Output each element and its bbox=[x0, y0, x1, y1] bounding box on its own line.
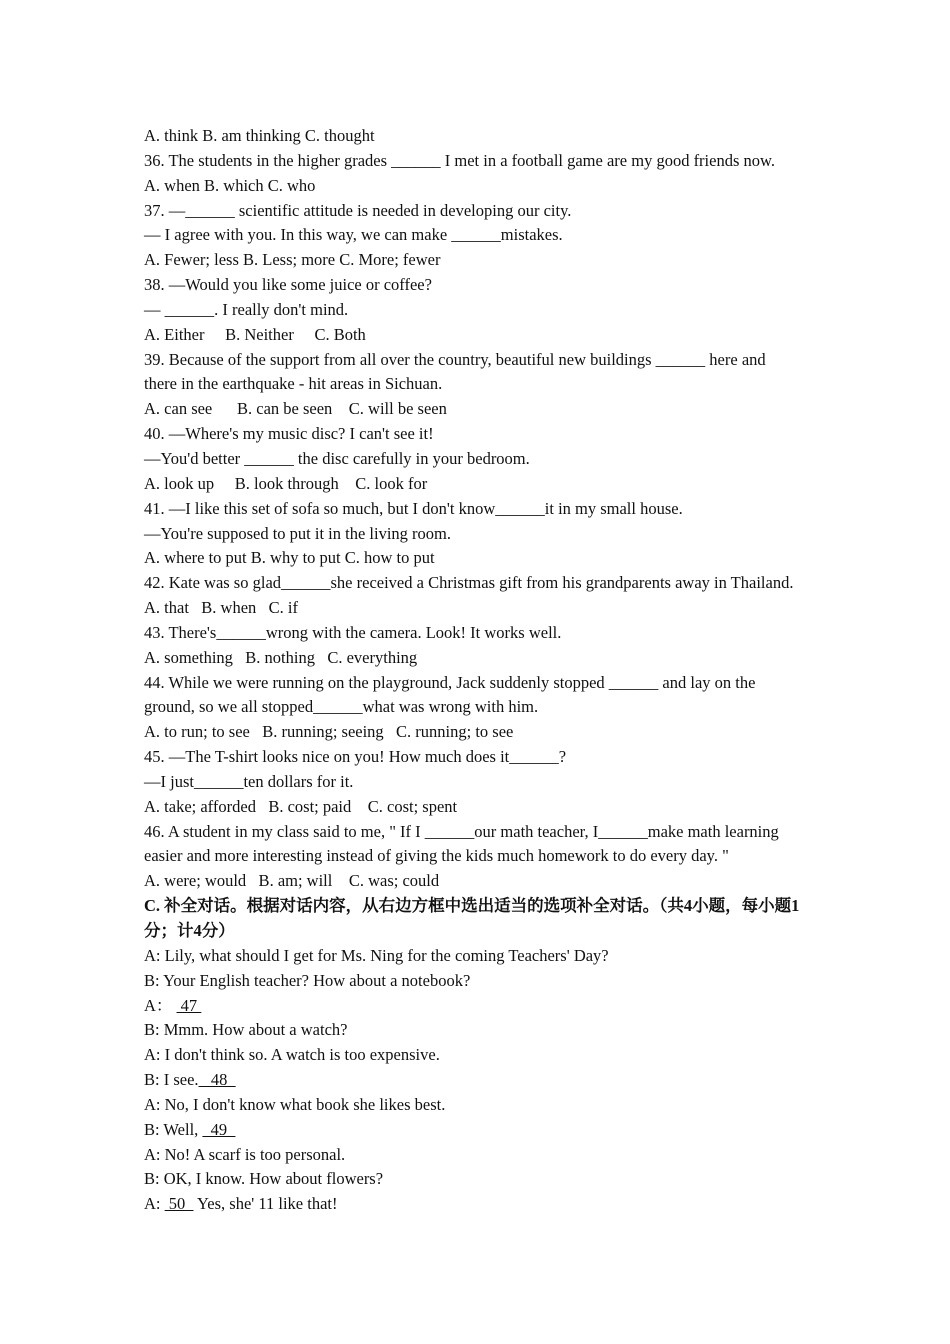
dialogue-line bbox=[144, 1043, 824, 1068]
dialogue-text: A: Lily, what should I get for Ms. Ning for the coming Teachers' Day? bbox=[144, 945, 609, 965]
text-line: — ______. I really don't mind. bbox=[144, 299, 349, 319]
question-lines bbox=[144, 124, 824, 894]
section-c-heading: C. 补全对话。根据对话内容，从右边方框中选出适当的选项补全对话。（共4小题，每小题1分；计4分） bbox=[144, 896, 800, 940]
dialogue-line bbox=[144, 944, 824, 969]
answer-blank[interactable]: 50 bbox=[164, 1194, 194, 1214]
answer-blank[interactable]: 48 bbox=[198, 1070, 236, 1090]
text-line: easier and more interesting instead of giving the kids much homework to do every day. " bbox=[144, 846, 729, 866]
text-line: there in the earthquake - hit areas in Sichuan. bbox=[144, 374, 443, 394]
text-line: —You're supposed to put it in the living room. bbox=[144, 523, 452, 543]
dialogue-block bbox=[144, 944, 824, 1217]
text-line: 46. A student in my class said to me, " If I ______our math teacher, I______make math learning bbox=[144, 821, 779, 841]
dialogue-line bbox=[144, 1068, 824, 1093]
answer-blank[interactable]: 49 bbox=[202, 1119, 236, 1139]
text-line: 36. The students in the higher grades ______ I met in a football game are my good friends now. bbox=[144, 150, 775, 170]
text-line: A. where to put B. why to put C. how to put bbox=[144, 548, 435, 568]
exam-page bbox=[144, 124, 824, 1217]
text-line: 39. Because of the support from all over the country, beautiful new buildings ______ here and bbox=[144, 349, 766, 369]
text-line: A. think B. am thinking C. thought bbox=[144, 126, 375, 145]
dialogue-text: B: Your English teacher? How about a notebook? bbox=[144, 970, 471, 990]
text-line: 40. —Where's my music disc? I can't see it! bbox=[144, 424, 434, 444]
text-line: A. look up B. look through C. look for bbox=[144, 473, 428, 493]
dialogue-text: A： bbox=[144, 995, 177, 1015]
text-line: —You'd better ______ the disc carefully in your bedroom. bbox=[144, 448, 530, 468]
dialogue-line bbox=[144, 1093, 824, 1118]
text-line: A. that B. when C. if bbox=[144, 598, 298, 618]
text-line: ground, so we all stopped______what was wrong with him. bbox=[144, 697, 539, 717]
dialogue-line bbox=[144, 1143, 824, 1168]
dialogue-text: B: I see. bbox=[144, 1070, 199, 1090]
text-line: A. Either B. Neither C. Both bbox=[144, 324, 366, 344]
text-line: 42. Kate was so glad______she received a Christmas gift from his grandparents away in Thailand. bbox=[144, 573, 794, 593]
text-line: A. Fewer; less B. Less; more C. More; fewer bbox=[144, 250, 441, 270]
text-line: A. when B. which C. who bbox=[144, 175, 316, 195]
text-line: — I agree with you. In this way, we can make ______mistakes. bbox=[144, 225, 563, 245]
dialogue-line bbox=[144, 969, 824, 994]
text-line: 45. —The T-shirt looks nice on you! How much does it______? bbox=[144, 747, 567, 767]
dialogue-text: A: No! A scarf is too personal. bbox=[144, 1144, 346, 1164]
dialogue-text: B: Well, bbox=[144, 1119, 203, 1139]
dialogue-text: A: bbox=[144, 1194, 165, 1214]
dialogue-text: Yes, she' 11 like that! bbox=[193, 1194, 338, 1214]
text-line: A. to run; to see B. running; seeing C. running; to see bbox=[144, 722, 514, 742]
text-line: A. can see B. can be seen C. will be seen bbox=[144, 399, 447, 419]
dialogue-text: B: OK, I know. How about flowers? bbox=[144, 1169, 384, 1189]
text-line: A. were; would B. am; will C. was; could bbox=[144, 871, 440, 891]
dialogue-line bbox=[144, 1167, 824, 1192]
text-line: 37. —______ scientific attitude is needed in developing our city. bbox=[144, 200, 572, 220]
text-line: 41. —I like this set of sofa so much, but I don't know______it in my small house. bbox=[144, 498, 683, 518]
dialogue-line bbox=[144, 994, 824, 1019]
text-line: 38. —Would you like some juice or coffee? bbox=[144, 275, 432, 295]
dialogue-text: A: I don't think so. A watch is too expensive. bbox=[144, 1045, 440, 1065]
dialogue-text: B: Mmm. How about a watch? bbox=[144, 1020, 348, 1040]
text-line: 44. While we were running on the playground, Jack suddenly stopped ______ and lay on the bbox=[144, 672, 756, 692]
text-line: A. take; afforded B. cost; paid C. cost; spent bbox=[144, 796, 458, 816]
answer-blank[interactable]: 47 bbox=[176, 995, 202, 1015]
dialogue-line bbox=[144, 1018, 824, 1043]
dialogue-line bbox=[144, 1192, 824, 1217]
dialogue-line bbox=[144, 1118, 824, 1143]
dialogue-text: A: No, I don't know what book she likes best. bbox=[144, 1094, 446, 1114]
text-line: —I just______ten dollars for it. bbox=[144, 771, 354, 791]
text-line: A. something B. nothing C. everything bbox=[144, 647, 418, 667]
text-line: 43. There's______wrong with the camera. Look! It works well. bbox=[144, 622, 562, 642]
